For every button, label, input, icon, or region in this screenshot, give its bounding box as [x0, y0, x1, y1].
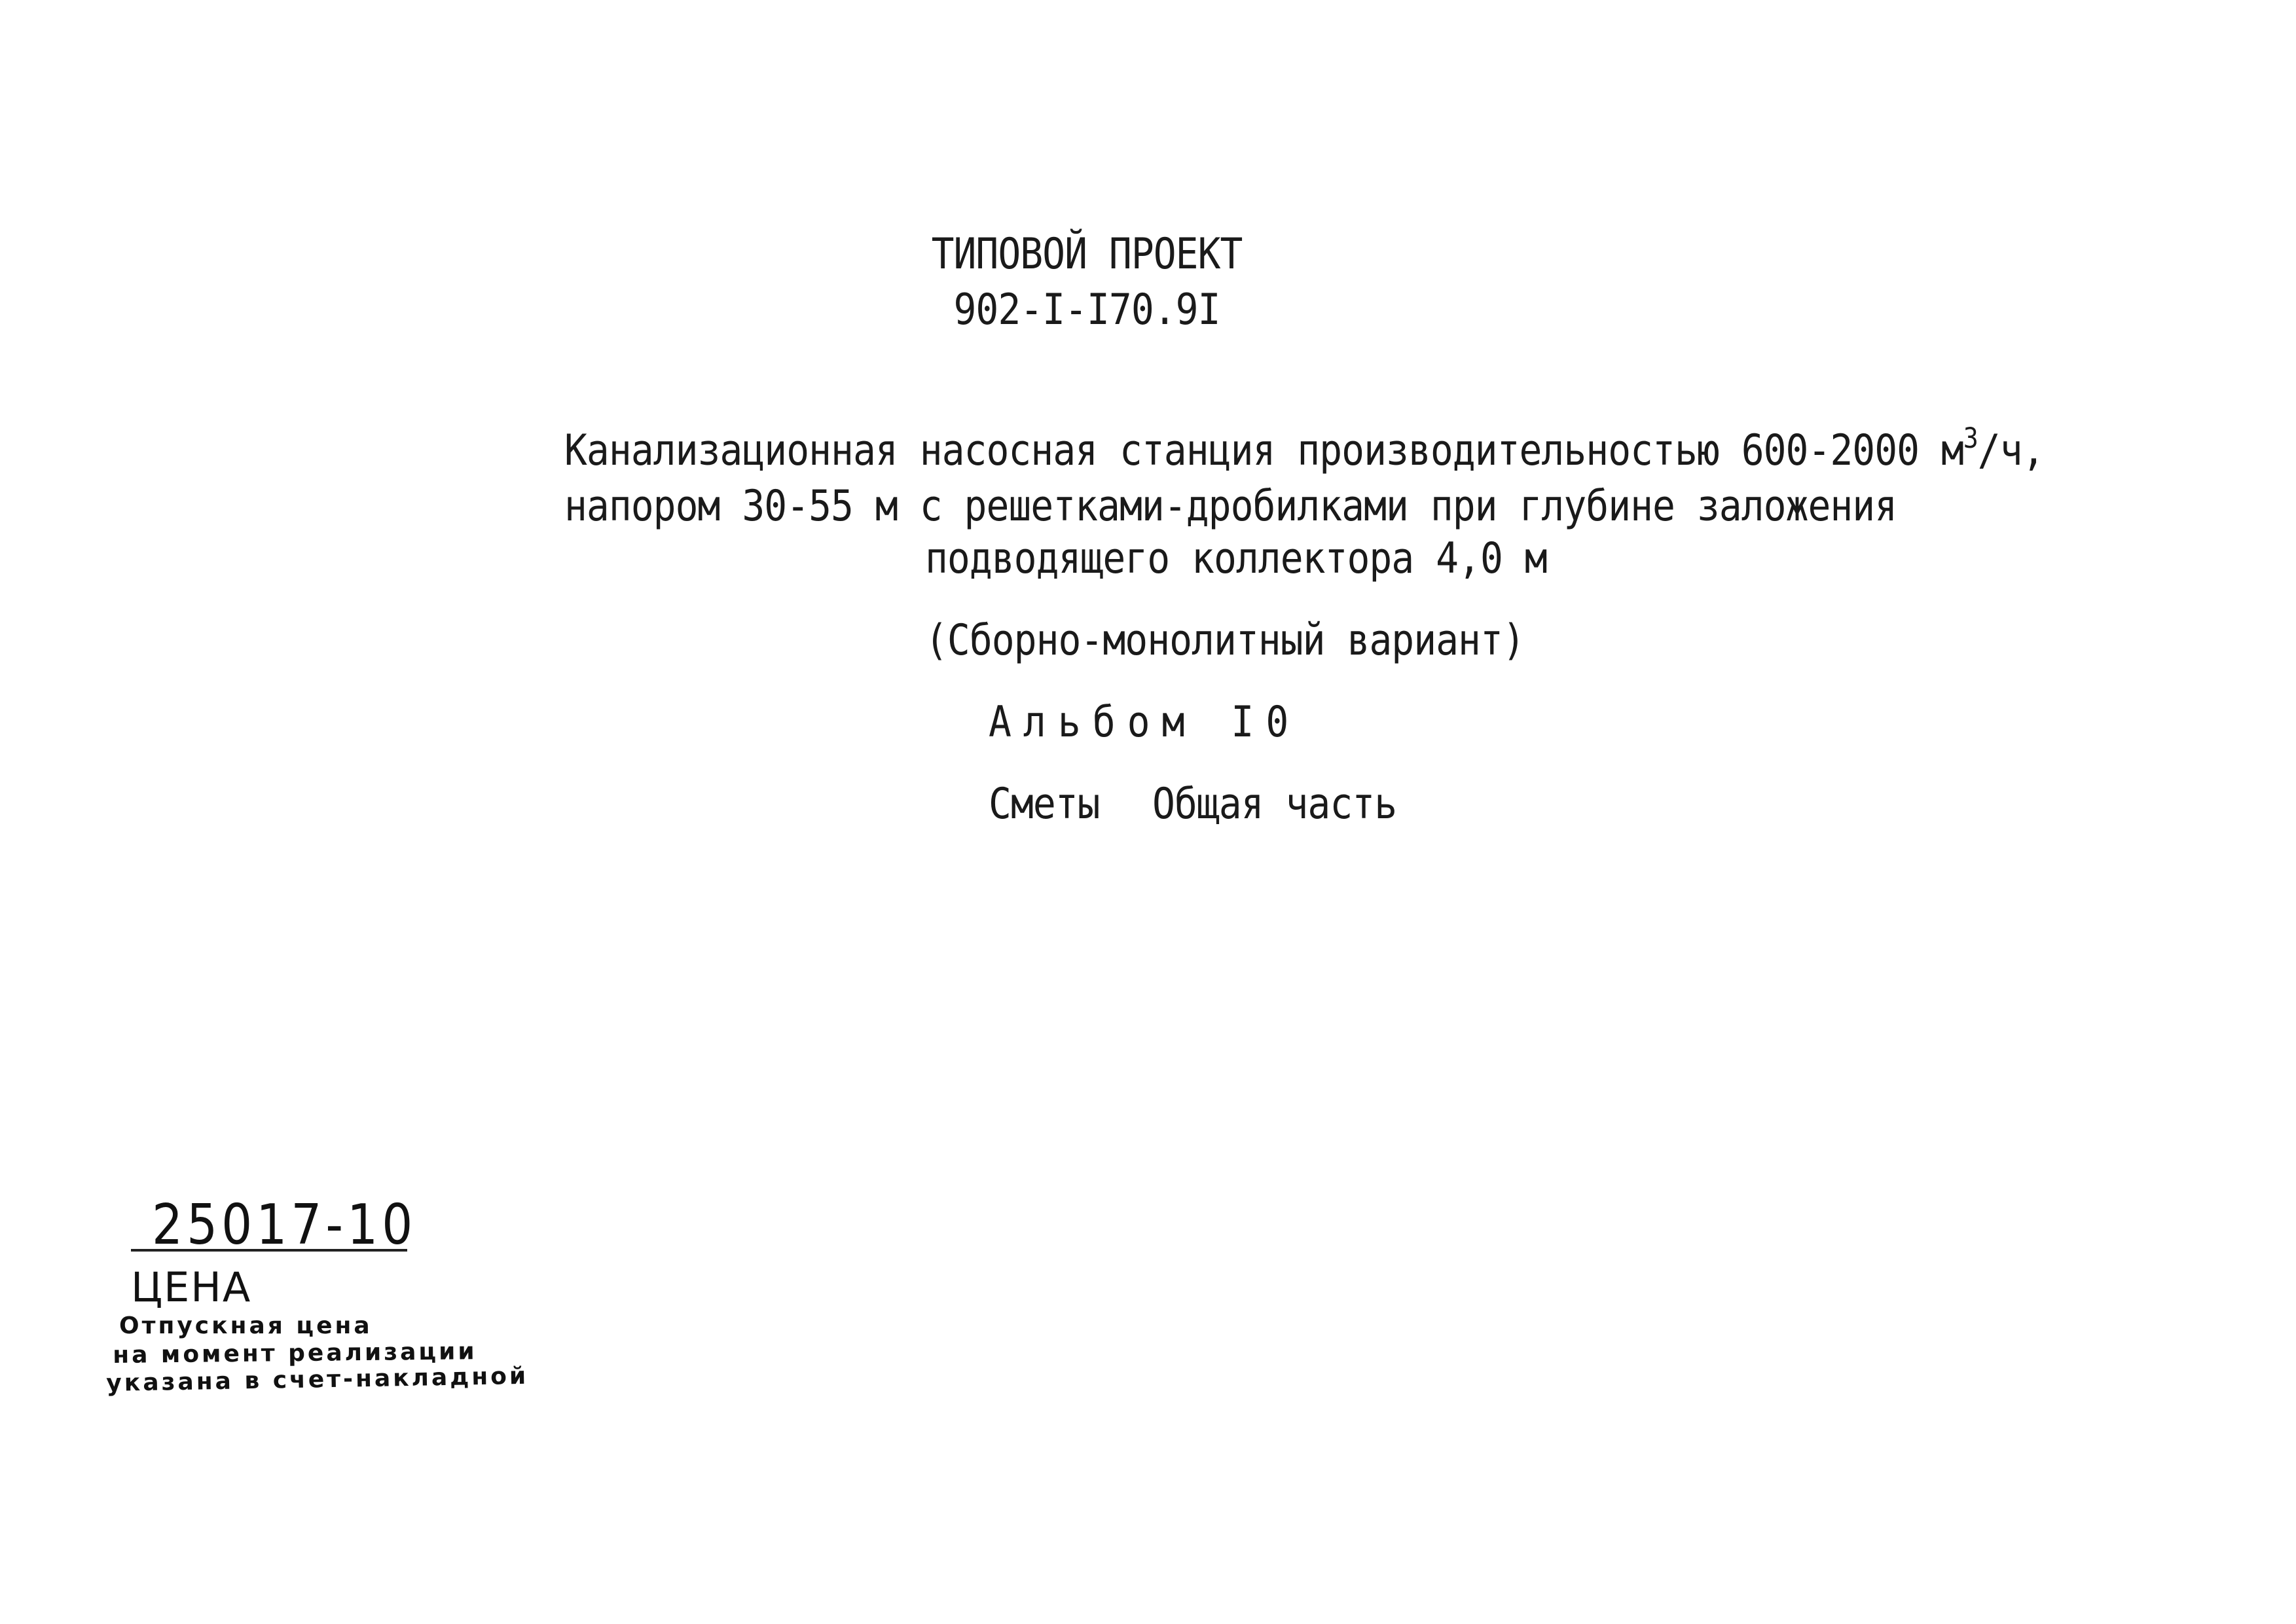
inventory-underline: [131, 1249, 407, 1252]
price-note-line-2: на момент реализации: [113, 1338, 477, 1369]
description-line-2: напором 30-55 м с решетками-дробилками при глубине заложения: [564, 480, 1897, 531]
project-type-title: ТИПОВОЙ ПРОЕКТ: [931, 228, 1243, 279]
description-line-1-unit: /ч,: [1977, 425, 2045, 475]
album-number: Альбом I0: [989, 696, 1301, 747]
description-line-1: [564, 422, 2045, 475]
section-name: Сметы: [989, 778, 1100, 829]
description-line-1-text: Канализационная насосная станция производительностью 600-2000 м: [564, 425, 1963, 475]
price-note-line-3: указана в счет-накладной: [106, 1362, 529, 1397]
price-note-line-1: Отпускная цена: [119, 1312, 373, 1339]
superscript-cubed: 3: [1963, 422, 1978, 455]
price-label: ЦЕНА: [131, 1263, 252, 1311]
section-part: Общая часть: [1152, 778, 1397, 829]
construction-variant: (Сборно-монолитный вариант): [925, 615, 1525, 665]
project-code: 902-I-I70.9I: [953, 284, 1220, 334]
description-line-3: подводящего коллектора 4,0 м: [925, 533, 1547, 583]
inventory-number: 25017-10: [152, 1193, 417, 1257]
